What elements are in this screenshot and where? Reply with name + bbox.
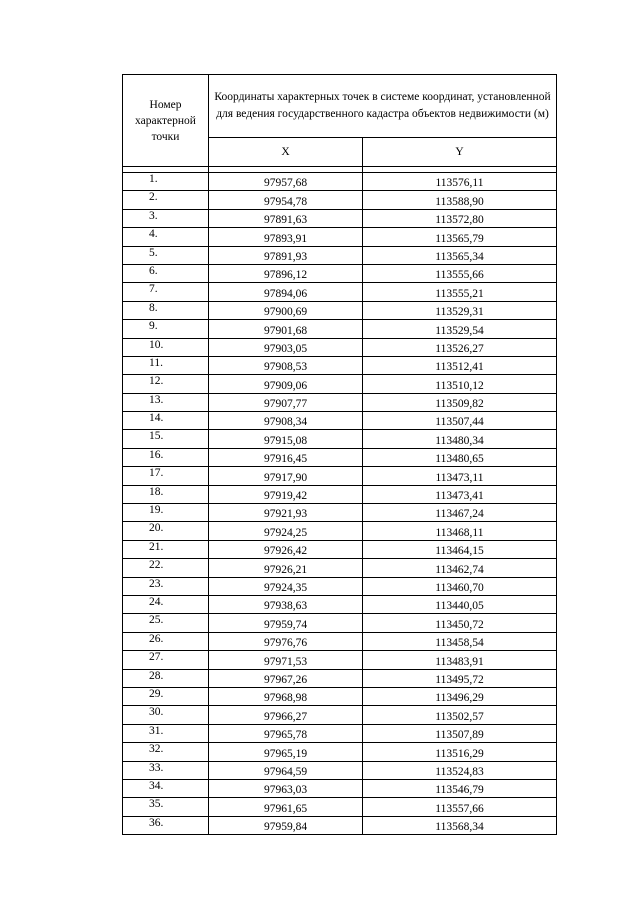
x-value-cell: 97916,45 (209, 448, 363, 466)
y-value-cell: 113572,80 (363, 209, 557, 227)
y-value-cell: 113588,90 (363, 191, 557, 209)
y-value-cell: 113458,54 (363, 632, 557, 650)
y-value-cell: 113516,29 (363, 743, 557, 761)
table-row (123, 338, 557, 356)
x-value-cell: 97966,27 (209, 706, 363, 724)
x-value-cell: 97971,53 (209, 651, 363, 669)
x-value-cell: 97900,69 (209, 301, 363, 319)
point-number-cell: 2. (123, 191, 209, 209)
point-number-cell: 19. (123, 504, 209, 522)
point-number-cell: 9. (123, 320, 209, 338)
point-number-cell: 14. (123, 412, 209, 430)
point-number-cell: 15. (123, 430, 209, 448)
x-value-cell: 97924,25 (209, 522, 363, 540)
y-value-cell: 113507,89 (363, 724, 557, 742)
y-value-cell: 113460,70 (363, 577, 557, 595)
point-number-cell: 23. (123, 577, 209, 595)
table-row (123, 632, 557, 650)
x-value-cell: 97965,19 (209, 743, 363, 761)
coordinates-table (122, 74, 557, 835)
table-row (123, 761, 557, 779)
y-value-cell: 113524,83 (363, 761, 557, 779)
table-row (123, 246, 557, 264)
x-value-cell: 97924,35 (209, 577, 363, 595)
point-number-cell: 8. (123, 301, 209, 319)
x-value-cell: 97961,65 (209, 798, 363, 816)
table-row (123, 595, 557, 613)
y-value-cell: 113510,12 (363, 375, 557, 393)
table-row (123, 614, 557, 632)
table-row (123, 191, 557, 209)
table-row (123, 779, 557, 797)
y-value-cell: 113529,54 (363, 320, 557, 338)
table-row (123, 706, 557, 724)
x-value-cell: 97891,93 (209, 246, 363, 264)
x-value-cell: 97954,78 (209, 191, 363, 209)
y-value-cell: 113462,74 (363, 559, 557, 577)
table-row (123, 577, 557, 595)
table-row (123, 559, 557, 577)
point-number-cell: 3. (123, 209, 209, 227)
y-value-cell: 113502,57 (363, 706, 557, 724)
table-row (123, 467, 557, 485)
point-number-cell: 26. (123, 632, 209, 650)
point-number-cell: 21. (123, 540, 209, 558)
point-number-cell: 16. (123, 448, 209, 466)
table-row (123, 743, 557, 761)
table-row (123, 301, 557, 319)
table-row (123, 504, 557, 522)
y-value-cell: 113557,66 (363, 798, 557, 816)
x-value-cell: 97976,76 (209, 632, 363, 650)
point-number-cell: 17. (123, 467, 209, 485)
table-row (123, 393, 557, 411)
y-value-cell: 113468,11 (363, 522, 557, 540)
point-number-cell: 4. (123, 228, 209, 246)
y-value-cell: 113512,41 (363, 356, 557, 374)
y-value-cell: 113565,34 (363, 246, 557, 264)
y-value-cell: 113464,15 (363, 540, 557, 558)
x-value-cell: 97938,63 (209, 595, 363, 613)
y-value-cell: 113555,21 (363, 283, 557, 301)
point-number-cell: 29. (123, 687, 209, 705)
y-value-cell: 113473,41 (363, 485, 557, 503)
y-value-cell: 113440,05 (363, 595, 557, 613)
point-number-cell: 31. (123, 724, 209, 742)
x-value-cell: 97908,53 (209, 356, 363, 374)
y-value-cell: 113568,34 (363, 816, 557, 834)
point-number-cell: 30. (123, 706, 209, 724)
table-row (123, 209, 557, 227)
point-number-cell: 22. (123, 559, 209, 577)
point-number-cell: 34. (123, 779, 209, 797)
y-value-cell: 113555,66 (363, 264, 557, 282)
x-value-cell: 97903,05 (209, 338, 363, 356)
y-value-cell: 113529,31 (363, 301, 557, 319)
point-number-cell: 11. (123, 356, 209, 374)
y-value-cell: 113480,65 (363, 448, 557, 466)
x-value-cell: 97965,78 (209, 724, 363, 742)
point-number-cell: 7. (123, 283, 209, 301)
y-value-cell: 113467,24 (363, 504, 557, 522)
table-row (123, 687, 557, 705)
x-value-cell: 97964,59 (209, 761, 363, 779)
table-row (123, 264, 557, 282)
x-value-cell: 97919,42 (209, 485, 363, 503)
point-number-cell: 18. (123, 485, 209, 503)
table-row (123, 356, 557, 374)
x-value-cell: 97915,08 (209, 430, 363, 448)
x-value-cell: 97917,90 (209, 467, 363, 485)
point-number-cell: 12. (123, 375, 209, 393)
header-point-number: Номер характерной точки (123, 75, 209, 167)
table-row (123, 485, 557, 503)
table-row (123, 173, 557, 191)
table-row (123, 320, 557, 338)
table-row (123, 798, 557, 816)
x-value-cell: 97926,21 (209, 559, 363, 577)
table-row (123, 412, 557, 430)
point-number-cell: 13. (123, 393, 209, 411)
table-row (123, 669, 557, 687)
x-value-cell: 97894,06 (209, 283, 363, 301)
y-value-cell: 113480,34 (363, 430, 557, 448)
x-value-cell: 97896,12 (209, 264, 363, 282)
y-value-cell: 113507,44 (363, 412, 557, 430)
x-value-cell: 97959,84 (209, 816, 363, 834)
y-value-cell: 113473,11 (363, 467, 557, 485)
table-row (123, 522, 557, 540)
point-number-cell: 25. (123, 614, 209, 632)
table-row (123, 283, 557, 301)
point-number-cell: 24. (123, 595, 209, 613)
x-value-cell: 97891,63 (209, 209, 363, 227)
table-row (123, 540, 557, 558)
point-number-cell: 5. (123, 246, 209, 264)
x-value-cell: 97908,34 (209, 412, 363, 430)
y-value-cell: 113496,29 (363, 687, 557, 705)
x-value-cell: 97963,03 (209, 779, 363, 797)
header-coordinates: Координаты характерных точек в системе координат, установленной для ведения государственного кадастра объектов недвижимости (м) (209, 75, 557, 138)
x-value-cell: 97901,68 (209, 320, 363, 338)
x-value-cell: 97907,77 (209, 393, 363, 411)
x-value-cell: 97909,06 (209, 375, 363, 393)
y-value-cell: 113526,27 (363, 338, 557, 356)
table-body (123, 173, 557, 835)
table-row (123, 816, 557, 834)
header-y: Y (363, 138, 557, 167)
point-number-cell: 28. (123, 669, 209, 687)
point-number-cell: 32. (123, 743, 209, 761)
point-number-cell: 36. (123, 816, 209, 834)
table-row (123, 430, 557, 448)
point-number-cell: 33. (123, 761, 209, 779)
table-row (123, 448, 557, 466)
y-value-cell: 113450,72 (363, 614, 557, 632)
table-row (123, 724, 557, 742)
x-value-cell: 97957,68 (209, 173, 363, 191)
x-value-cell: 97968,98 (209, 687, 363, 705)
header-x: X (209, 138, 363, 167)
x-value-cell: 97926,42 (209, 540, 363, 558)
y-value-cell: 113546,79 (363, 779, 557, 797)
point-number-cell: 1. (123, 173, 209, 191)
y-value-cell: 113576,11 (363, 173, 557, 191)
table-row (123, 228, 557, 246)
table-row (123, 375, 557, 393)
point-number-cell: 35. (123, 798, 209, 816)
table-row (123, 651, 557, 669)
x-value-cell: 97967,26 (209, 669, 363, 687)
point-number-cell: 6. (123, 264, 209, 282)
x-value-cell: 97921,93 (209, 504, 363, 522)
y-value-cell: 113509,82 (363, 393, 557, 411)
x-value-cell: 97959,74 (209, 614, 363, 632)
point-number-cell: 10. (123, 338, 209, 356)
y-value-cell: 113483,91 (363, 651, 557, 669)
y-value-cell: 113565,79 (363, 228, 557, 246)
point-number-cell: 20. (123, 522, 209, 540)
y-value-cell: 113495,72 (363, 669, 557, 687)
x-value-cell: 97893,91 (209, 228, 363, 246)
point-number-cell: 27. (123, 651, 209, 669)
